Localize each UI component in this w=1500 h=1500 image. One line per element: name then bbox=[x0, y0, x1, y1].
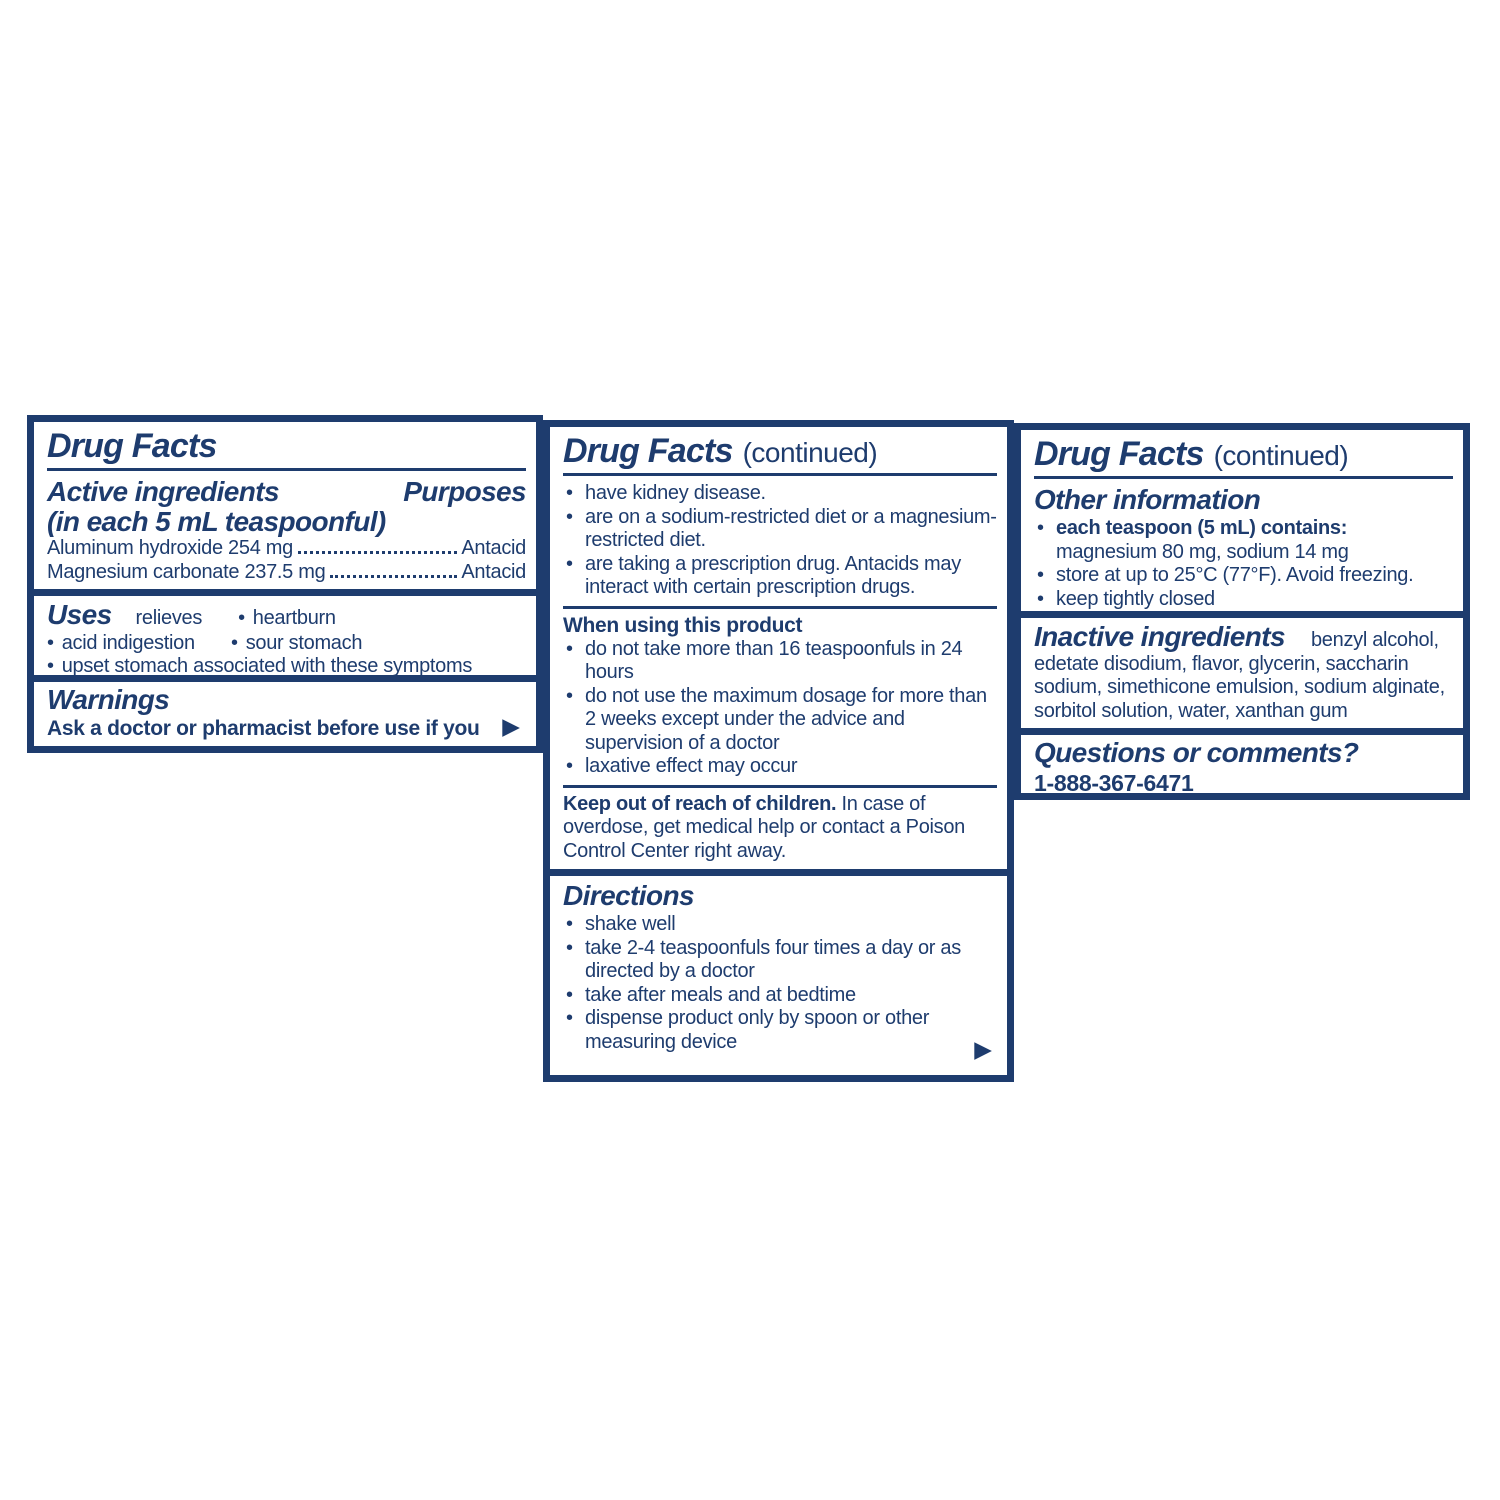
continued-label: (continued) bbox=[1213, 440, 1349, 471]
keep-out-bold: Keep out of reach of children. bbox=[563, 792, 837, 815]
uses-section bbox=[27, 589, 543, 682]
continued-label: (continued) bbox=[742, 437, 878, 468]
when-using-bullet: • laxative effect may occur bbox=[563, 755, 997, 779]
keep-out-of-reach-text bbox=[563, 793, 997, 864]
inactive-ingredients-heading: Inactive ingredients bbox=[1034, 621, 1285, 652]
teaspoon-contains-bold: each teaspoon (5 mL) contains: bbox=[1056, 517, 1348, 540]
directions-bullet: • dispense product only by spoon or other measuring device bbox=[563, 1007, 997, 1054]
uses-lead: relieves bbox=[135, 607, 203, 629]
questions-phone-number: 1-888-367-6471 bbox=[1034, 770, 1194, 797]
questions-heading: Questions or comments? bbox=[1034, 737, 1359, 768]
warnings-continued-section bbox=[543, 420, 1014, 876]
dot-leader bbox=[298, 551, 457, 554]
title-rule bbox=[47, 468, 526, 471]
other-information-bullet bbox=[1034, 517, 1453, 564]
inactive-ingredients-section bbox=[1014, 611, 1470, 735]
drug-facts-panel-1 bbox=[27, 415, 543, 753]
warnings-heading: Warnings bbox=[47, 684, 170, 715]
ingredient-name: Magnesium carbonate 237.5 mg bbox=[47, 560, 326, 583]
uses-item: • acid indigestion bbox=[47, 632, 231, 656]
uses-heading: Uses bbox=[47, 599, 112, 630]
inactive-ingredients-list: benzyl alcohol, edetate disodium, flavor, glycerin, saccharin sodium, simethicone emulsion, sodium alginate, sorbitol solution, water, xanthan gum bbox=[1034, 629, 1445, 722]
ingredient-row bbox=[47, 537, 526, 561]
active-ingredients-heading: Active ingredients bbox=[47, 475, 279, 507]
drug-facts-title: Drug Facts bbox=[47, 427, 217, 465]
title-rule bbox=[563, 473, 997, 476]
warning-bullet: • are taking a prescription drug. Antacids may interact with certain prescription drugs. bbox=[563, 553, 997, 600]
drug-facts-panel-2 bbox=[543, 420, 1014, 1082]
directions-bullet: • take after meals and at bedtime bbox=[563, 984, 997, 1008]
drug-facts-title: Drug Facts bbox=[563, 432, 733, 470]
continue-arrow-icon: ▶ bbox=[974, 1037, 992, 1063]
directions-heading: Directions bbox=[563, 880, 694, 911]
other-information-section bbox=[1014, 423, 1470, 618]
section-rule bbox=[563, 785, 997, 788]
uses-item: • upset stomach associated with these symptoms bbox=[47, 655, 472, 677]
warning-bullet: • are on a sodium-restricted diet or a magnesium-restricted diet. bbox=[563, 506, 997, 553]
drug-facts-title: Drug Facts bbox=[1034, 435, 1204, 473]
directions-bullet: • take 2-4 teaspoonfuls four times a day or as directed by a doctor bbox=[563, 937, 997, 984]
uses-item: • heartburn bbox=[238, 607, 336, 631]
keep-out-rest: In case of overdose, get medical help or contact a Poison Control Center right away. bbox=[563, 792, 966, 862]
when-using-heading: When using this product bbox=[563, 613, 803, 637]
directions-section bbox=[543, 869, 1014, 1082]
warning-bullet: • have kidney disease. bbox=[563, 482, 997, 506]
title-rule bbox=[1034, 476, 1453, 479]
other-information-bullet: • keep tightly closed bbox=[1034, 588, 1453, 612]
warnings-section bbox=[27, 675, 543, 753]
ingredient-purpose: Antacid bbox=[461, 560, 526, 583]
ingredient-name: Aluminum hydroxide 254 mg bbox=[47, 537, 293, 560]
active-ingredients-subheading: (in each 5 mL teaspoonful) bbox=[47, 505, 386, 537]
other-information-bullet: • store at up to 25°C (77°F). Avoid freezing. bbox=[1034, 564, 1453, 588]
directions-bullet: • shake well bbox=[563, 913, 997, 937]
purposes-heading: Purposes bbox=[403, 475, 526, 507]
other-information-heading: Other information bbox=[1034, 484, 1261, 515]
teaspoon-contains-detail: magnesium 80 mg, sodium 14 mg bbox=[1056, 540, 1349, 563]
when-using-bullet: • do not use the maximum dosage for more than 2 weeks except under the advice and supervision of a doctor bbox=[563, 685, 997, 756]
when-using-bullet: • do not take more than 16 teaspoonfuls in 24 hours bbox=[563, 638, 997, 685]
uses-item: • sour stomach bbox=[231, 632, 362, 656]
continue-arrow-icon: ▶ bbox=[502, 714, 520, 740]
warnings-ask-line: Ask a doctor or pharmacist before use if you bbox=[47, 717, 480, 741]
inactive-ingredients-text bbox=[1034, 623, 1453, 723]
ingredient-purpose: Antacid bbox=[461, 537, 526, 560]
ingredient-row bbox=[47, 561, 526, 585]
dot-leader bbox=[330, 575, 457, 578]
active-ingredients-section bbox=[27, 415, 543, 596]
questions-section bbox=[1014, 728, 1470, 800]
section-rule bbox=[563, 606, 997, 609]
drug-facts-panel-3 bbox=[1014, 423, 1470, 800]
